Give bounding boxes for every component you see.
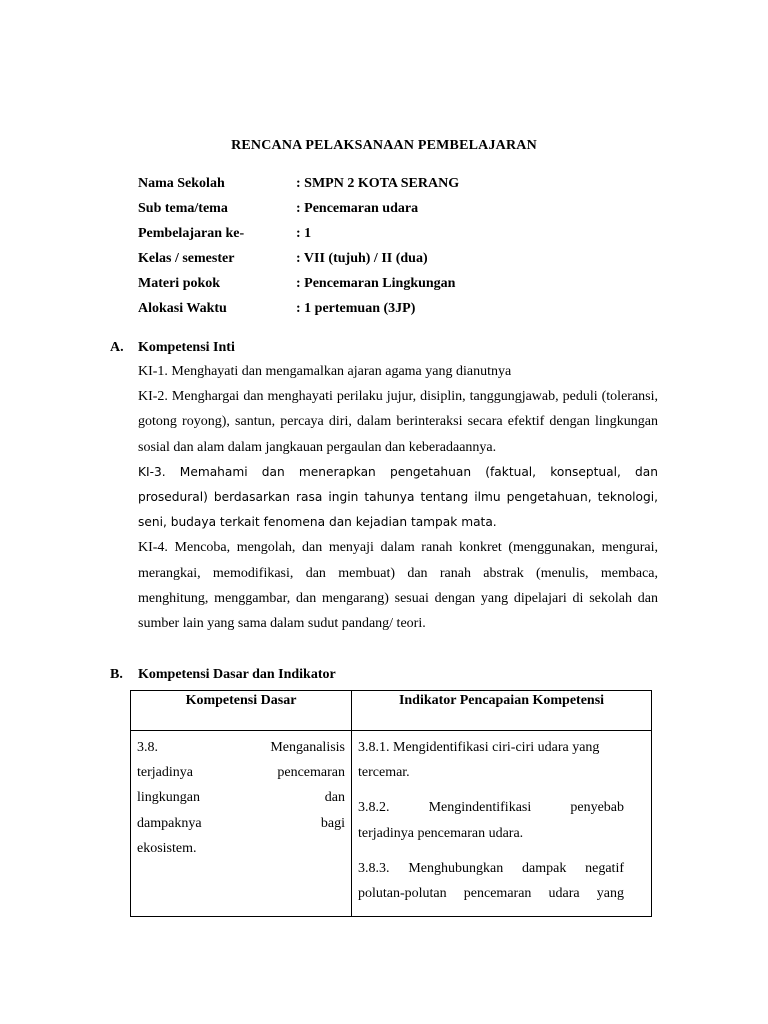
ki-2-paragraph: KI-2. Menghargai dan menghayati perilaku jujur, disiplin, tanggungjawab, peduli (toleransi, gotong royong), santun, percaya diri, dalam berinteraksi secara efektif dengan lingkungan sosial dan alam dalam jangkauan pergaulan dan keberadaannya.	[138, 389, 658, 455]
table-header-basic-competency: Kompetensi Dasar	[131, 691, 352, 731]
table-header-row	[131, 691, 652, 731]
kd-line: dampaknya bagi	[137, 815, 345, 831]
info-row-school-name	[138, 175, 638, 200]
info-key: Kelas / semester	[138, 251, 235, 266]
ki-3-paragraph: KI-3. Memahami dan menerapkan pengetahuan (faktual, konseptual, dan prosedural) berdasarkan rasa ingin tahunya tentang ilmu pengetahuan, teknologi, seni, budaya terkait fenomena dan kejadian tampak mata.	[138, 464, 658, 530]
info-value: : Pencemaran Lingkungan	[296, 276, 456, 291]
info-row-main-material	[138, 275, 638, 300]
indicator-3-8-1	[358, 735, 624, 785]
kd-line: terjadinya pencemaran	[137, 765, 345, 781]
section-title: Kompetensi Inti	[138, 340, 235, 355]
info-key: Nama Sekolah	[138, 176, 225, 191]
section-letter: A.	[110, 340, 124, 355]
info-row-subtheme	[138, 200, 638, 225]
section-a-heading	[110, 339, 235, 357]
core-competencies	[138, 359, 658, 636]
info-key: Alokasi Waktu	[138, 301, 227, 316]
document-title: RENCANA PELAKSANAAN PEMBELAJARAN	[231, 138, 537, 153]
competency-table	[130, 690, 652, 917]
table-header-indicators: Indikator Pencapaian Kompetensi	[352, 691, 652, 731]
indicator-3-8-3	[358, 856, 624, 906]
ki-4-paragraph: KI-4. Mencoba, mengolah, dan menyaji dalam ranah konkret (menggunakan, mengurai, merangkai, memodifikasi, dan membuat) dan ranah abstrak (menulis, membaca, menghitung, menggambar, dan mengarang) sesuai dengan yang dipelajari di sekolah dan sumber lain yang sama dalam sudut pandang/ teori.	[138, 540, 658, 632]
info-value: : SMPN 2 KOTA SERANG	[296, 176, 460, 191]
basic-competency-cell	[131, 731, 352, 917]
info-key: Materi pokok	[138, 276, 221, 291]
info-value: : 1	[296, 226, 312, 241]
info-value: : 1 pertemuan (3JP)	[296, 301, 416, 316]
indicator-line: 3.8.2. Mengindentifikasi penyebab	[358, 800, 624, 816]
ki-1-paragraph: KI-1. Menghayati dan mengamalkan ajaran agama yang dianutnya	[138, 364, 512, 379]
indicator-line: polutan-polutan pencemaran udara yang	[358, 886, 624, 902]
info-row-class-semester	[138, 250, 638, 275]
indicator-line: tercemar.	[358, 765, 410, 781]
indicators-cell	[352, 731, 652, 917]
kd-line: 3.8. Menganalisis	[137, 740, 345, 755]
info-row-lesson-number	[138, 225, 638, 250]
info-row-time-allocation	[138, 300, 638, 325]
indicator-3-8-2	[358, 795, 624, 845]
section-letter: B.	[110, 667, 123, 682]
kd-line: lingkungan dan	[137, 790, 345, 806]
section-title: Kompetensi Dasar dan Indikator	[138, 667, 336, 682]
indicator-line: terjadinya pencemaran udara.	[358, 825, 524, 841]
info-key: Sub tema/tema	[138, 201, 228, 216]
info-value: : VII (tujuh) / II (dua)	[296, 251, 428, 266]
indicator-line: 3.8.3. Menghubungkan dampak negatif	[358, 860, 624, 876]
table-row	[131, 731, 652, 917]
school-info	[138, 175, 638, 325]
indicator-line: 3.8.1. Mengidentifikasi ciri-ciri udara yang	[358, 740, 600, 755]
info-key: Pembelajaran ke-	[138, 226, 245, 241]
kd-line: ekosistem.	[137, 840, 197, 856]
section-b-heading	[110, 666, 336, 684]
info-value: : Pencemaran udara	[296, 201, 419, 216]
